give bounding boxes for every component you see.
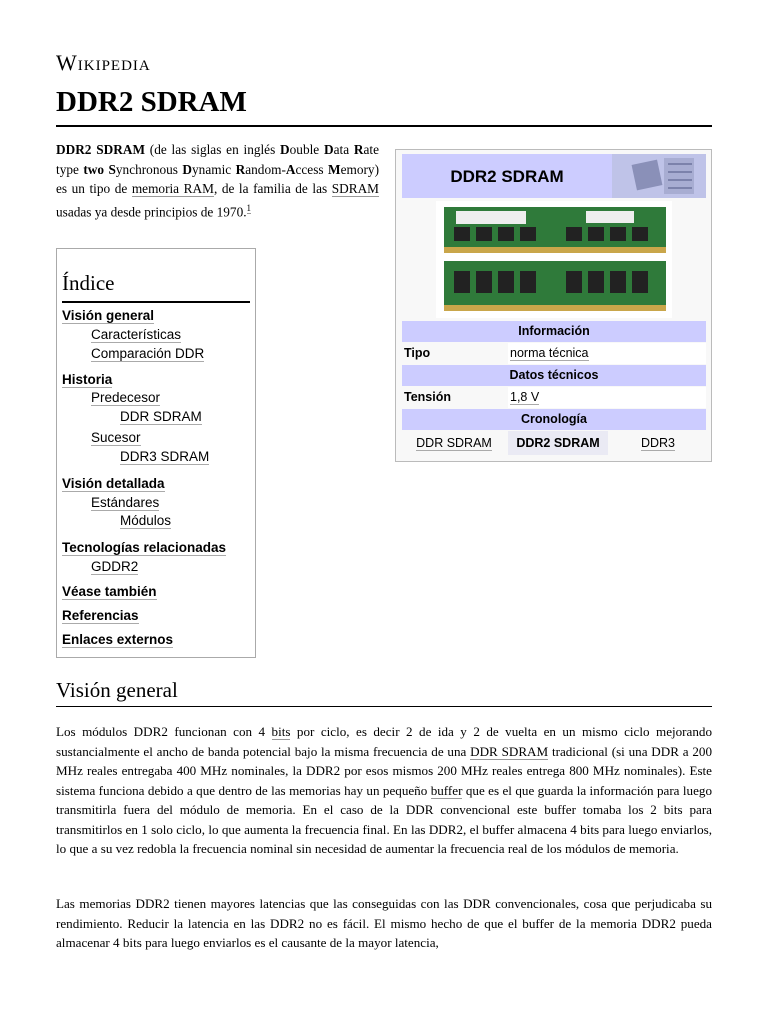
infobox-title: DDR2 SDRAM	[450, 167, 564, 186]
infobox-value-tipo[interactable]: norma técnica	[508, 343, 706, 364]
link-ddr-sdram[interactable]: DDR SDRAM	[470, 743, 549, 759]
section-divider	[56, 706, 712, 707]
paragraph-2: Las memorias DDR2 tienen mayores latencias que las conseguidas con las DDR convencionales, cosa que perjudicaba su rendimiento. Reducir la latencia en las DDR2 no es fácil. El mismo hecho de que el buffer de la memoria DDR2 pueda almacenar 4 bits para luego enviarlos es el causante de la mayor latencia,	[56, 896, 712, 950]
infobox-section-cronologia: Cronología	[402, 409, 706, 430]
toc-item[interactable]: Visión detallada	[62, 476, 165, 491]
reference-link[interactable]: 1	[246, 202, 252, 213]
toc-item[interactable]: DDR SDRAM	[120, 409, 202, 424]
toc-item[interactable]: Comparación DDR	[91, 346, 205, 361]
infobox-value-tension[interactable]: 1,8 V	[508, 387, 706, 408]
toc-divider	[62, 301, 250, 303]
paragraph-1: Los módulos DDR2 funcionan con 4 bits por ciclo, es decir 2 de ida y 2 de vuelta en un mismo ciclo mejorando sustancialmente el ancho de banda potencial bajo la misma frecuencia de una DDR SDRAM tradicional (si una DDR a 200 MHz reales entregaba 400 MHz nominales, la DDR2 por esos mismos 200 MHz reales entrega 800 MHz nominales). Este sistema funciona debido a que dentro de las memorias hay un pequeño buffer que es el que guarda la información para luego transmitirla fuera del módulo de memoria. En el caso de la DDR convencional este buffer tomaba los 2 bits para transmitirlos en 1 solo ciclo, lo que aumenta la frecuencia final. En las DDR2, el buffer almacena 4 bits para luego enviarlos, lo que a su vez redobla la frecuencia nominal sin necesidad de aumentar la frecuencia real de los módulos de memoria.	[56, 724, 712, 856]
toc-item[interactable]: Características	[91, 327, 182, 342]
ram-modules-image	[436, 201, 672, 318]
toc-item[interactable]: Historia	[62, 372, 113, 387]
link-bits[interactable]: bits	[271, 724, 291, 739]
infobox	[395, 149, 712, 462]
cronologia-prev-link[interactable]: DDR SDRAM	[416, 436, 492, 450]
section-heading-vision-general: Visión general	[56, 678, 178, 702]
link-buffer[interactable]: buffer	[430, 782, 463, 798]
toc-item[interactable]: Visión general	[62, 308, 155, 323]
cronologia-next-link[interactable]: DDR3	[640, 436, 676, 450]
page-title: DDR2 SDRAM	[56, 86, 247, 118]
toc-item[interactable]: Enlaces externos	[62, 632, 174, 647]
infobox-header	[402, 154, 706, 198]
intro-paragraph: DDR2 SDRAM (de las siglas en inglés Double Data Rate type two Synchronous Dynamic Random-Access Memory) es un tipo de memoria RAM, de la familia de las SDRAM usadas ya desde principios de 1970.$^1$	[56, 142, 379, 219]
toc-title: Índice	[62, 271, 115, 295]
toc-item[interactable]: Véase también	[62, 584, 157, 599]
toc-item[interactable]: Sucesor	[91, 430, 141, 445]
infobox-section-informacion: Información	[402, 321, 706, 342]
toc-item[interactable]: Referencias	[62, 608, 139, 623]
toc-item[interactable]: GDDR2	[91, 559, 139, 574]
wikipedia-wordmark[interactable]: Wikipedia	[56, 50, 151, 75]
link-memoria-ram[interactable]: memoria RAM	[131, 181, 214, 196]
toc-item[interactable]: Estándares	[91, 495, 160, 510]
infobox-label-tension: Tensión	[404, 390, 451, 404]
toc-item[interactable]: Tecnologías relacionadas	[62, 540, 227, 555]
toc-item[interactable]: Módulos	[120, 513, 172, 528]
ram-module-icon	[436, 201, 672, 318]
title-divider	[56, 125, 712, 127]
infobox-section-datos: Datos técnicos	[402, 365, 706, 386]
link-sdram[interactable]: SDRAM	[331, 181, 379, 196]
table-of-contents	[56, 248, 256, 658]
infobox-label-tipo: Tipo	[404, 346, 431, 360]
cronologia-current: DDR2 SDRAM	[508, 431, 608, 455]
intro-term: DDR2 SDRAM	[56, 142, 145, 157]
toc-item[interactable]: Predecesor	[91, 390, 161, 405]
toc-item[interactable]: DDR3 SDRAM	[120, 449, 210, 464]
